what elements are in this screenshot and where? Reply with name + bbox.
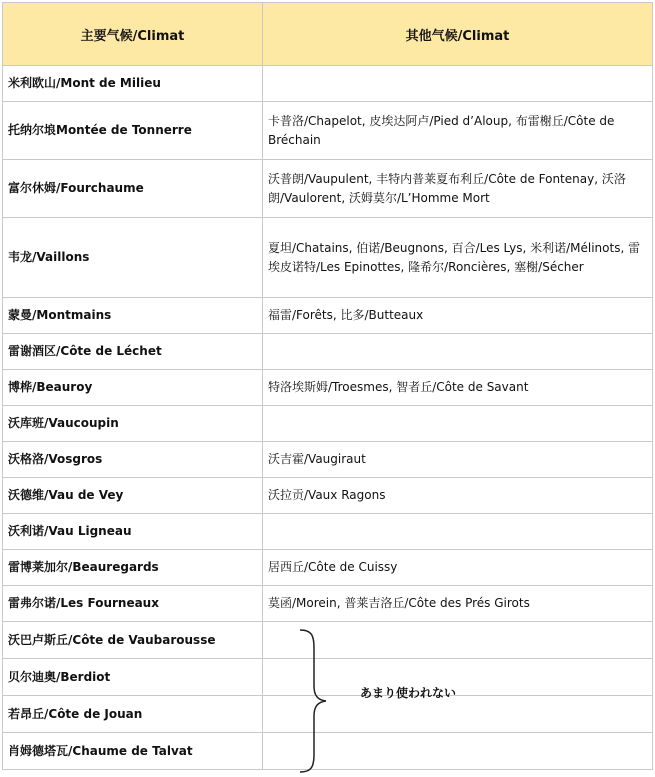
table-row (3, 370, 653, 406)
main-climat-cell: 肖姆德塔瓦/Chaume de Talvat (3, 733, 263, 770)
other-climat-cell: 夏坦/Chatains, 伯诺/Beugnons, 百合/Les Lys, 米利诺/Mélinots, 雷埃皮诺特/Les Epinottes, 隆希尔/Roncières, 塞榭/Sécher (263, 218, 653, 298)
table-row (3, 334, 653, 370)
table-row (3, 406, 653, 442)
table-row (3, 550, 653, 586)
curly-brace-icon (298, 628, 328, 774)
main-climat-cell: 博桦/Beauroy (3, 370, 263, 406)
table-header-row (3, 3, 653, 66)
main-climat-cell: 富尔休姆/Fourchaume (3, 160, 263, 218)
table-row (3, 160, 653, 218)
other-climat-cell: 沃吉霍/Vaugiraut (263, 442, 653, 478)
table-row (3, 478, 653, 514)
main-climat-cell: 沃库班/Vaucoupin (3, 406, 263, 442)
other-climat-cell: 居西丘/Côte de Cuissy (263, 550, 653, 586)
table-row (3, 218, 653, 298)
main-climat-cell: 沃格洛/Vosgros (3, 442, 263, 478)
main-climat-cell: 托纳尔埌Montée de Tonnerre (3, 102, 263, 160)
main-climat-cell: 若昂丘/Côte de Jouan (3, 696, 263, 733)
table-row (3, 442, 653, 478)
main-climat-cell: 贝尔迪奥/Berdiot (3, 659, 263, 696)
other-climat-cell (263, 334, 653, 370)
main-climat-cell: 雷弗尔诺/Les Fourneaux (3, 586, 263, 622)
main-climat-cell: 韦龙/Vaillons (3, 218, 263, 298)
other-climat-cell: 特洛埃斯姆/Troesmes, 智者丘/Côte de Savant (263, 370, 653, 406)
other-climat-cell: 沃普朗/Vaupulent, 丰特内普莱夏布利丘/Côte de Fontenay, 沃洛朗/Vaulorent, 沃姆莫尔/L’Homme Mort (263, 160, 653, 218)
other-climat-cell: 沃拉贡/Vaux Ragons (263, 478, 653, 514)
main-climat-cell: 雷谢酒区/Côte de Léchet (3, 334, 263, 370)
rarely-used-note: あまり使われない (360, 686, 457, 700)
main-climat-cell: 沃德维/Vau de Vey (3, 478, 263, 514)
main-climat-cell: 沃利诺/Vau Ligneau (3, 514, 263, 550)
other-climat-cell: 卡普洛/Chapelot, 皮埃达阿卢/Pied d’Aloup, 布雷榭丘/Côte de Bréchain (263, 102, 653, 160)
table-row (3, 298, 653, 334)
table-row (3, 514, 653, 550)
header-other-climat: 其他气候/Climat (263, 3, 653, 66)
header-main-climat: 主要气候/Climat (3, 3, 263, 66)
table-row (3, 66, 653, 102)
other-climat-cell: 福雷/Forêts, 比多/Butteaux (263, 298, 653, 334)
other-climat-cell (263, 406, 653, 442)
main-climat-cell: 米利欧山/Mont de Milieu (3, 66, 263, 102)
main-climat-cell: 雷博莱加尔/Beauregards (3, 550, 263, 586)
table-row (3, 586, 653, 622)
other-climat-cell (263, 66, 653, 102)
other-climat-cell: 莫函/Morein, 普莱吉洛丘/Côte des Prés Girots (263, 586, 653, 622)
main-climat-cell: 沃巴卢斯丘/Côte de Vaubarousse (3, 622, 263, 659)
table-row (3, 102, 653, 160)
other-climat-cell (263, 514, 653, 550)
main-climat-cell: 蒙曼/Montmains (3, 298, 263, 334)
